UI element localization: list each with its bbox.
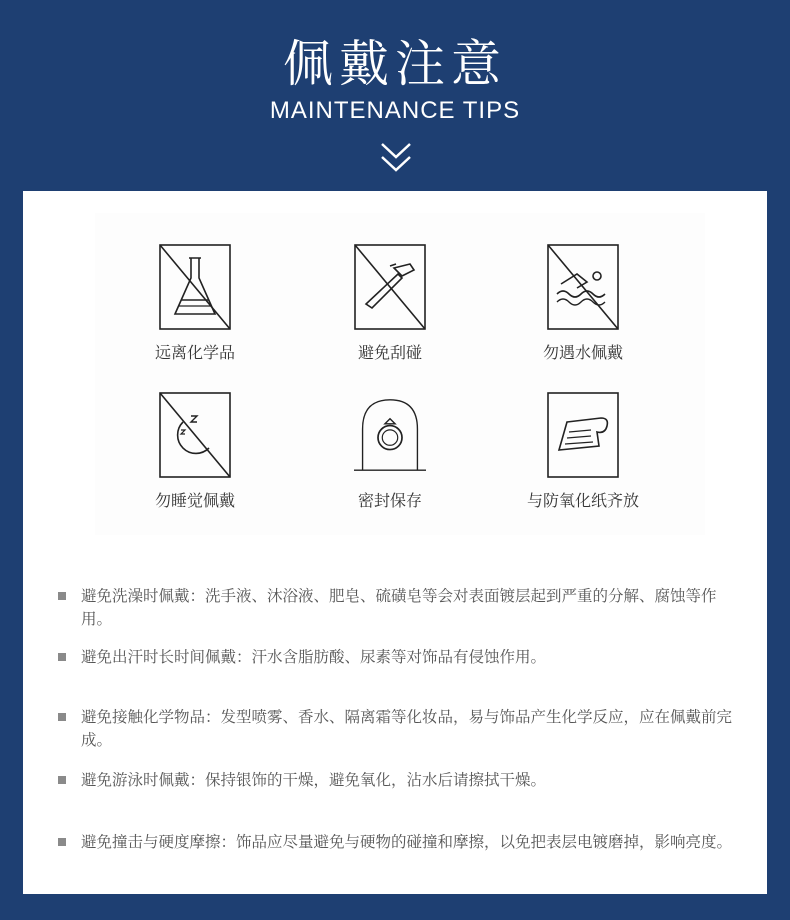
no-chemical-flask-icon	[159, 244, 231, 330]
icon-label: 与防氧化纸齐放	[526, 491, 639, 510]
content-card: 远离化学品 避免刮碰 勿遇水佩戴 勿睡觉佩戴 密封保存 与防氧化纸齐放 避免洗澡时佩戴：洗手液、沐浴液、肥皂、硫磺皂等会对表面镀层起到严重的分解、腐蚀等作用。 避免出汗时长时间佩戴：汗水含脂肪酸、尿素等对饰品有侵蚀作用。 避免接触化学物品：发型喷雾、香水、隔离霜等化妆品，易与饰品产生化学反应，应在佩戴前完成。 避免游泳时佩戴：保持银饰的干燥，避免氧化，沾水后请擦拭干燥。 避免撞击与硬度摩擦：饰品应尽量避免与硬物的碰撞和摩擦，以免把表层电镀磨掉，影响亮度。	[23, 191, 767, 894]
bullet	[58, 592, 66, 600]
anti-oxidation-paper-icon	[547, 392, 619, 478]
icon-label: 避免刮碰	[357, 343, 422, 362]
bullet	[58, 713, 66, 721]
bullet	[58, 776, 66, 784]
page-title: 佩戴注意	[283, 35, 507, 93]
page-subtitle: MAINTENANCE TIPS	[269, 97, 521, 124]
icon-label: 勿遇水佩戴	[542, 343, 623, 362]
icon-label: 密封保存	[357, 491, 422, 510]
double-chevron-down-icon	[380, 142, 412, 176]
no-swimming-icon	[547, 244, 619, 330]
icon-label: 远离化学品	[154, 343, 235, 362]
no-sleep-moon-icon	[159, 392, 231, 478]
no-hammer-icon	[354, 244, 426, 330]
bullet	[58, 838, 66, 846]
icon-panel	[95, 213, 705, 535]
header	[0, 0, 790, 190]
icon-label: 勿睡觉佩戴	[154, 491, 235, 510]
bullet	[58, 653, 66, 661]
sealed-ring-pouch-icon	[354, 392, 426, 478]
